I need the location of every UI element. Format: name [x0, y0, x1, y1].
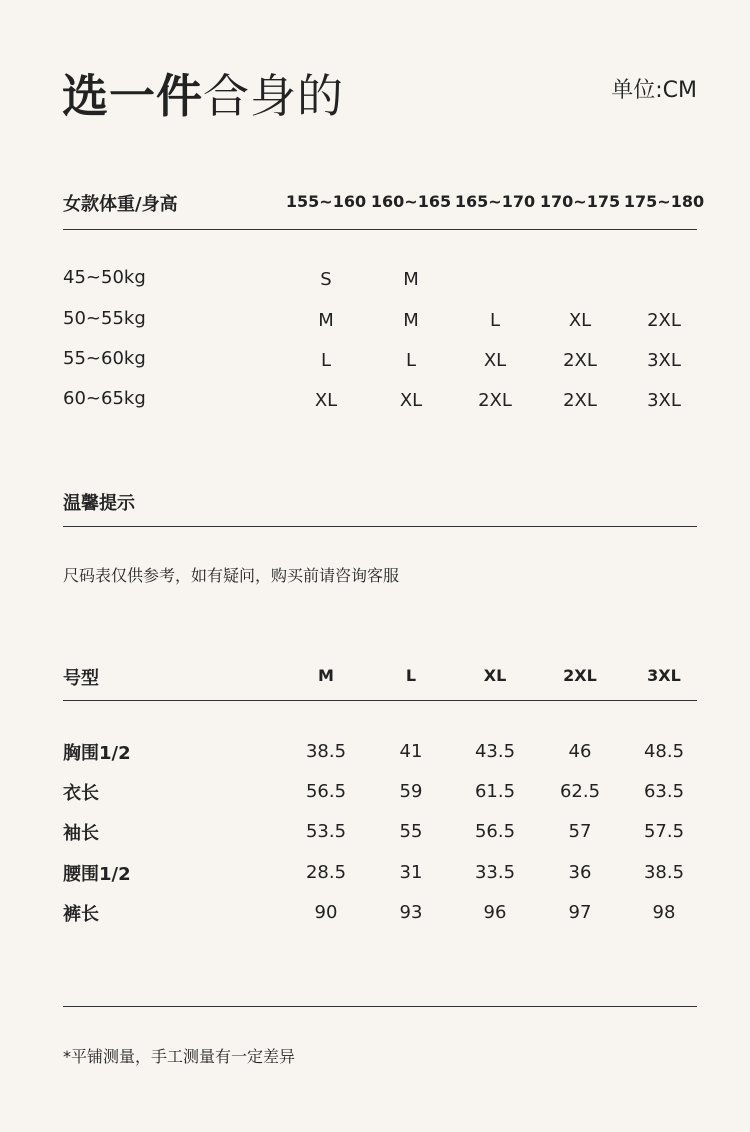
measure-cell: 36 [568, 862, 592, 883]
tips-heading: 温馨提示 [63, 493, 135, 514]
size-column-header: L [405, 666, 417, 685]
size-cell: XL [314, 390, 338, 411]
page-title [62, 60, 344, 126]
weight-row-label: 55~60kg [63, 348, 146, 369]
measure-cell: 33.5 [474, 862, 516, 883]
title-light-part: 合身的 [203, 69, 344, 123]
measure-row-label: 袖长 [63, 823, 99, 844]
measure-cell: 56.5 [305, 781, 347, 802]
measure-cell: 62.5 [559, 781, 601, 802]
measure-cell: 31 [399, 862, 423, 883]
measure-cell: 46 [568, 741, 592, 762]
weight-row-label: 60~65kg [63, 388, 146, 409]
size-cell: 2XL [563, 350, 597, 371]
size-cell: M [403, 310, 419, 331]
unit-label: 单位:CM [611, 78, 697, 103]
size-cell: M [403, 269, 419, 290]
title-bold-part: 选一件 [62, 69, 203, 123]
height-column-header: 155~160 [285, 192, 367, 211]
size-cell: S [320, 269, 332, 290]
size-cell: XL [568, 310, 592, 331]
size-cell: L [489, 310, 501, 331]
size-cell: 3XL [647, 350, 681, 371]
measure-cell: 61.5 [474, 781, 516, 802]
height-column-header: 160~165 [370, 192, 452, 211]
measure-cell: 57.5 [643, 821, 685, 842]
size-cell: XL [399, 390, 423, 411]
measure-cell: 96 [483, 902, 507, 923]
measure-row-label: 腰围1/2 [63, 864, 131, 885]
weight-row-label: 45~50kg [63, 267, 146, 288]
measure-cell: 43.5 [474, 741, 516, 762]
measure-cell: 53.5 [305, 821, 347, 842]
measure-cell: 55 [399, 821, 423, 842]
measure-cell: 28.5 [305, 862, 347, 883]
measure-row-label: 衣长 [63, 783, 99, 804]
size-column-header: 3XL [647, 666, 681, 685]
size-cell: L [320, 350, 332, 371]
size-cell: 3XL [647, 390, 681, 411]
measure-cell: 63.5 [643, 781, 685, 802]
footnote: *平铺测量，手工测量有一定差异 [63, 1047, 296, 1066]
measure-row-label: 裤长 [63, 904, 99, 925]
size-cell: 2XL [563, 390, 597, 411]
size-column-header: M [318, 666, 334, 685]
size-column-header: 2XL [563, 666, 597, 685]
measure-cell: 57 [568, 821, 592, 842]
measure-cell: 97 [568, 902, 592, 923]
measure-cell: 41 [399, 741, 423, 762]
size-cell: 2XL [478, 390, 512, 411]
measure-corner-label: 号型 [63, 668, 99, 689]
measure-divider [63, 700, 697, 701]
footer-divider [63, 1006, 697, 1007]
measure-cell: 98 [652, 902, 676, 923]
size-cell: M [318, 310, 334, 331]
measure-cell: 38.5 [643, 862, 685, 883]
measure-cell: 93 [399, 902, 423, 923]
height-column-header: 165~170 [454, 192, 536, 211]
weight-row-label: 50~55kg [63, 308, 146, 329]
size-cell: 2XL [647, 310, 681, 331]
size-cell: XL [483, 350, 507, 371]
tips-divider [63, 526, 697, 527]
measure-cell: 56.5 [474, 821, 516, 842]
height-column-header: 170~175 [539, 192, 621, 211]
size-chart-divider [63, 229, 697, 230]
size-cell: L [405, 350, 417, 371]
tips-text: 尺码表仅供参考，如有疑问，购买前请咨询客服 [63, 566, 400, 585]
measure-cell: 90 [314, 902, 338, 923]
measure-cell: 48.5 [643, 741, 685, 762]
size-chart-corner-label: 女款体重/身高 [63, 194, 178, 215]
measure-cell: 38.5 [305, 741, 347, 762]
size-column-header: XL [483, 666, 507, 685]
measure-row-label: 胸围1/2 [63, 743, 131, 764]
measure-cell: 59 [399, 781, 423, 802]
height-column-header: 175~180 [623, 192, 705, 211]
